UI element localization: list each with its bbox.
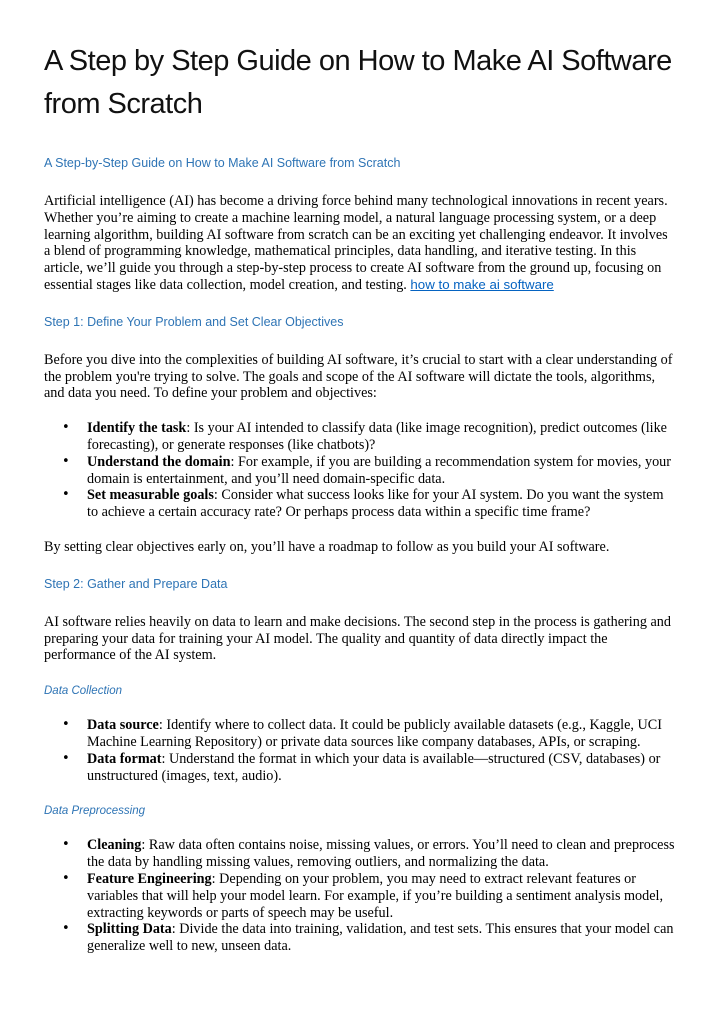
list-item-text: : Consider what success looks like for your AI system. Do you want the system to achieve a certain accuracy rate? Or perhaps process data within a specific time frame? [87,487,664,521]
intro-paragraph [44,193,676,294]
document-title: A Step by Step Guide on How to Make AI Software from Scratch [44,45,672,120]
list-item-text: : Depending on your problem, you may need to extract relevant features or variables that will help your model learn. For example, if you’re building a sentiment analysis model, extracting keywords or parts of speech may be useful. [87,870,664,921]
intro-text: Artificial intelligence (AI) has become a driving force behind many technological innovations in recent years. Whether you’re aiming to create a machine learning model, a natural language processing system, or a deep learning algorithm, building AI software from scratch can be an exciting yet challenging endeavor. It involves a blend of programming knowledge, mathematical principles, data handling, and iterative testing. In this article, we’ll guide you through a step-by-step process to create AI software from the ground up, focusing on essential stages like data collection, model creation, and testing. [44,193,668,293]
list-item [87,921,676,955]
list-item [87,487,676,521]
step1-paragraph: Before you dive into the complexities of building AI software, it’s crucial to start with a clear understanding of the problem you're trying to solve. The goals and scope of the AI software will dictate the tools, algorithms, and data you need. To define your problem and objectives: [44,351,673,402]
intro-link[interactable]: how to make ai software [410,276,554,292]
step1-list [44,420,676,521]
subtitle-heading: A Step-by-Step Guide on How to Make AI Software from Scratch [44,156,401,170]
list-item [87,751,676,785]
list-item-term: Understand the domain [87,453,231,470]
list-item-term: Data source [87,717,159,734]
list-item-term: Data format [87,750,162,767]
data-collection-list [44,717,676,784]
data-preprocessing-heading: Data Preprocessing [44,805,145,818]
list-item [87,420,676,454]
list-item-text: : For example, if you are building a recommendation system for movies, your domain is entertainment, and you’ll need domain-specific data. [87,453,671,487]
list-item-term: Set measurable goals [87,487,214,504]
list-item [87,717,676,751]
data-collection-heading: Data Collection [44,685,122,698]
list-item [87,454,676,488]
list-item-term: Cleaning [87,837,142,854]
list-item [87,871,676,921]
list-item-term: Feature Engineering [87,870,212,887]
data-preprocessing-list [44,837,676,955]
list-item-text: : Understand the format in which your data is available—structured (CSV, databases) or unstructured (images, text, audio). [87,750,661,784]
list-item-text: : Is your AI intended to classify data (like image recognition), predict outcomes (like forecasting), or generate responses (like chatbots)? [87,420,667,453]
list-item-text: : Raw data often contains noise, missing values, or errors. You’ll need to clean and preprocess the data by handling missing values, removing outliers, and normalizing the data. [87,837,675,871]
list-item [87,837,676,871]
step2-paragraph: AI software relies heavily on data to learn and make decisions. The second step in the process is gathering and preparing your data for training your AI model. The quality and quantity of data directly impact the performance of the AI system. [44,613,671,664]
step2-heading: Step 2: Gather and Prepare Data [44,576,228,591]
list-item-text: : Divide the data into training, validation, and test sets. This ensures that your model can generalize well to new, unseen data. [87,921,674,955]
step1-closing: By setting clear objectives early on, you’ll have a roadmap to follow as you build your AI software. [44,538,610,555]
list-item-term: Splitting Data [87,921,172,938]
list-item-term: Identify the task [87,420,187,437]
step1-heading: Step 1: Define Your Problem and Set Clear Objectives [44,314,344,329]
list-item-text: : Identify where to collect data. It could be publicly available datasets (e.g., Kaggle, UCI Machine Learning Repository) or private data sources like company databases, APIs, or scraping. [87,717,662,750]
